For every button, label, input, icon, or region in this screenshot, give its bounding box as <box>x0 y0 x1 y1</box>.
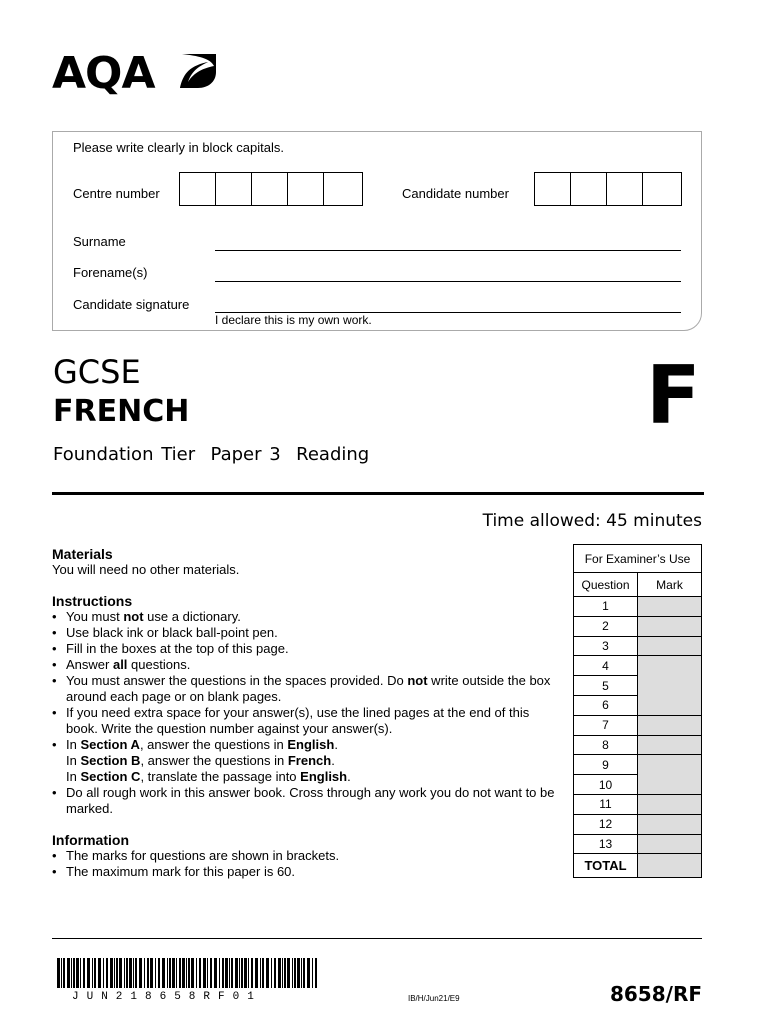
instruction-item <box>52 641 564 657</box>
materials-section <box>52 546 564 578</box>
instruction-text: Answer <box>66 657 113 672</box>
mark-cell[interactable] <box>638 636 702 656</box>
mark-cell[interactable] <box>638 735 702 755</box>
barcode-bar <box>63 958 65 988</box>
barcode-bar <box>61 958 62 988</box>
forename-label: Forename(s) <box>73 265 148 280</box>
barcode-bar <box>271 958 272 988</box>
barcode-bar <box>87 958 90 988</box>
paper-code: 8658/RF <box>609 982 702 1006</box>
question-number: 12 <box>574 814 638 834</box>
barcode-bar <box>119 958 122 988</box>
instruction-text: English <box>287 737 335 752</box>
instruction-item <box>52 769 564 785</box>
instruction-text: , translate the passage into <box>140 769 301 784</box>
examiners-use-title: For Examiner’s Use <box>574 545 702 573</box>
instruction-item <box>52 625 564 641</box>
digit-box[interactable] <box>571 173 607 205</box>
barcode-bar <box>129 958 132 988</box>
aqa-logo <box>52 48 155 99</box>
candidate-number-boxes[interactable] <box>534 172 682 206</box>
examiners-use-table <box>573 544 702 878</box>
materials-heading: Materials <box>52 546 113 562</box>
barcode-bar <box>124 958 125 988</box>
title-divider <box>52 492 704 495</box>
instruction-item <box>52 737 564 753</box>
materials-text: You will need no other materials. <box>52 562 240 577</box>
barcode-bar <box>199 958 201 988</box>
instruction-text: Section B <box>80 753 141 768</box>
digit-box[interactable] <box>216 173 252 205</box>
barcode-bar <box>229 958 230 988</box>
instruction-text: English <box>300 769 348 784</box>
subject-title: FRENCH <box>53 394 190 429</box>
instruction-item <box>52 673 564 705</box>
barcode <box>57 958 317 988</box>
barcode-bar <box>116 958 118 988</box>
information-list <box>52 848 564 880</box>
instruction-text: Use black ink or black ball-point pen. <box>66 625 278 640</box>
instruction-text: French <box>287 753 332 768</box>
footer-divider <box>52 938 702 939</box>
barcode-bar <box>94 958 96 988</box>
instruction-text: . <box>334 737 338 752</box>
instruction-item <box>52 785 564 817</box>
barcode-bar <box>235 958 238 988</box>
question-column-header: Question <box>574 573 638 597</box>
barcode-bar <box>80 958 81 988</box>
barcode-text: JUN218658RF01 <box>72 991 262 1003</box>
instruction-item <box>52 657 564 673</box>
barcode-bar <box>196 958 197 988</box>
question-number: 8 <box>574 735 638 755</box>
barcode-bar <box>312 958 313 988</box>
mark-cell[interactable] <box>638 834 702 854</box>
barcode-bar <box>315 958 317 988</box>
barcode-bar <box>241 958 243 988</box>
barcode-bar <box>282 958 283 988</box>
digit-box[interactable] <box>324 173 360 205</box>
centre-number-label: Centre number <box>73 186 160 201</box>
digit-box[interactable] <box>180 173 216 205</box>
surname-label: Surname <box>73 234 126 249</box>
instructions-list <box>52 609 564 817</box>
barcode-bar <box>110 958 113 988</box>
digit-box[interactable] <box>288 173 324 205</box>
logo-text: AQA <box>52 48 155 99</box>
question-number: 11 <box>574 794 638 814</box>
instruction-text: In <box>66 753 81 768</box>
barcode-bar <box>225 958 228 988</box>
barcode-bar <box>71 958 72 988</box>
barcode-bar <box>188 958 190 988</box>
barcode-bar <box>182 958 185 988</box>
question-number: 1 <box>574 597 638 617</box>
question-number: 6 <box>574 695 638 715</box>
tier-paper-line: Foundation Tier Paper 3 Reading <box>53 444 370 465</box>
question-number: 7 <box>574 715 638 735</box>
instruction-text: all <box>112 657 128 672</box>
total-label: TOTAL <box>574 854 638 878</box>
digit-box[interactable] <box>607 173 643 205</box>
signature-label: Candidate signature <box>73 297 190 312</box>
instruction-text: Section A <box>80 737 140 752</box>
barcode-bar <box>106 958 108 988</box>
barcode-bar <box>147 958 149 988</box>
question-number: 2 <box>574 616 638 636</box>
question-number: 13 <box>574 834 638 854</box>
barcode-bar <box>248 958 249 988</box>
instruction-item <box>52 705 564 737</box>
question-number: 9 <box>574 755 638 775</box>
barcode-bar <box>278 958 281 988</box>
instruction-text: Do all rough work in this answer book. Cross through any work you do not want to be marked. <box>66 785 555 816</box>
mark-cell[interactable] <box>638 794 702 814</box>
barcode-bar <box>303 958 305 988</box>
barcode-bar <box>284 958 286 988</box>
information-item: • The marks for questions are shown in brackets. <box>52 848 564 864</box>
mark-cell[interactable] <box>638 814 702 834</box>
information-item: • The maximum mark for this paper is 60. <box>52 864 564 880</box>
barcode-bar <box>98 958 101 988</box>
instruction-text: If you need extra space for your answer(s), use the lined pages at the end of this book. Write the question number against your answer(s). <box>66 705 530 736</box>
question-number: 3 <box>574 636 638 656</box>
barcode-bar <box>262 958 264 988</box>
barcode-bar <box>155 958 156 988</box>
mark-cell[interactable] <box>638 715 702 735</box>
barcode-bar <box>251 958 253 988</box>
instruction-text: In <box>66 769 81 784</box>
barcode-bar <box>114 958 115 988</box>
barcode-bar <box>186 958 187 988</box>
barcode-bar <box>139 958 142 988</box>
barcode-bar <box>57 958 60 988</box>
barcode-bar <box>239 958 240 988</box>
instruction-text: , answer the questions in <box>140 753 288 768</box>
barcode-bar <box>203 958 206 988</box>
tier-letter: F <box>646 349 701 442</box>
centre-number-boxes[interactable] <box>179 172 363 206</box>
instruction-item <box>52 609 564 625</box>
barcode-bar <box>126 958 128 988</box>
candidate-number-label: Candidate number <box>402 186 509 201</box>
digit-box[interactable] <box>252 173 288 205</box>
surname-field[interactable] <box>215 249 681 251</box>
mark-cell[interactable] <box>638 616 702 636</box>
information-heading: Information <box>52 832 129 848</box>
question-number: 4 <box>574 656 638 676</box>
barcode-bar <box>167 958 168 988</box>
instructions-section <box>52 593 564 817</box>
instruction-text: write outside the box around each page or on blank pages. <box>66 673 551 704</box>
barcode-bar <box>103 958 104 988</box>
instruction-text: Section C <box>80 769 141 784</box>
barcode-bar <box>292 958 293 988</box>
barcode-bar <box>144 958 145 988</box>
mark-cell[interactable] <box>638 656 702 715</box>
barcode-bar <box>83 958 85 988</box>
barcode-bar <box>294 958 296 988</box>
barcode-bar <box>210 958 212 988</box>
barcode-bar <box>73 958 75 988</box>
barcode-bar <box>274 958 276 988</box>
barcode-bar <box>176 958 177 988</box>
leaf-icon <box>180 54 216 88</box>
barcode-bar <box>307 958 310 988</box>
barcode-bar <box>244 958 247 988</box>
instruction-text: . <box>331 753 335 768</box>
barcode-bar <box>214 958 217 988</box>
instruction-text: questions. <box>127 657 191 672</box>
mark-cell[interactable] <box>638 597 702 617</box>
barcode-bar <box>260 958 261 988</box>
barcode-bar <box>135 958 137 988</box>
mark-column-header: Mark <box>638 573 702 597</box>
paper-reference: IB/H/Jun21/E9 <box>408 994 460 1003</box>
question-number: 10 <box>574 775 638 795</box>
barcode-bar <box>301 958 302 988</box>
instruction-item <box>52 753 564 769</box>
information-section <box>52 832 564 880</box>
barcode-bar <box>162 958 165 988</box>
barcode-bar <box>76 958 79 988</box>
barcode-bar <box>191 958 194 988</box>
barcode-bar <box>266 958 269 988</box>
barcode-bar <box>207 958 208 988</box>
barcode-bar <box>133 958 134 988</box>
barcode-bar <box>297 958 300 988</box>
barcode-bar <box>169 958 171 988</box>
instruction-text: You must <box>66 609 124 624</box>
instructions-column <box>52 546 564 895</box>
instruction-text: not <box>407 673 428 688</box>
digit-box[interactable] <box>643 173 679 205</box>
barcode-bar <box>158 958 160 988</box>
instructions-heading: Instructions <box>52 593 133 609</box>
barcode-bar <box>255 958 258 988</box>
instruction-text: use a dictionary. <box>143 609 241 624</box>
barcode-bar <box>287 958 290 988</box>
block-capitals-instruction: Please write clearly in block capitals. <box>73 140 284 155</box>
barcode-bar <box>231 958 233 988</box>
barcode-bar <box>179 958 181 988</box>
instruction-text: , answer the questions in <box>139 737 288 752</box>
barcode-bar <box>172 958 175 988</box>
barcode-bar <box>92 958 93 988</box>
forename-field[interactable] <box>215 280 681 282</box>
declaration-text: I declare this is my own work. <box>215 313 372 327</box>
instruction-text: Fill in the boxes at the top of this page. <box>66 641 289 656</box>
barcode-bar <box>150 958 153 988</box>
digit-box[interactable] <box>535 173 571 205</box>
instruction-text: . <box>347 769 351 784</box>
instruction-text: In <box>66 737 81 752</box>
candidate-details-box <box>52 131 702 331</box>
time-allowed: Time allowed: 45 minutes <box>482 511 702 531</box>
barcode-bar <box>67 958 70 988</box>
instruction-text: You must answer the questions in the spaces provided. Do <box>66 673 408 688</box>
instruction-text: not <box>123 609 144 624</box>
mark-cell[interactable] <box>638 755 702 795</box>
qualification-title: GCSE <box>53 353 141 391</box>
barcode-bar <box>219 958 220 988</box>
total-mark-cell[interactable] <box>638 854 702 878</box>
barcode-bar <box>222 958 224 988</box>
question-number: 5 <box>574 676 638 696</box>
